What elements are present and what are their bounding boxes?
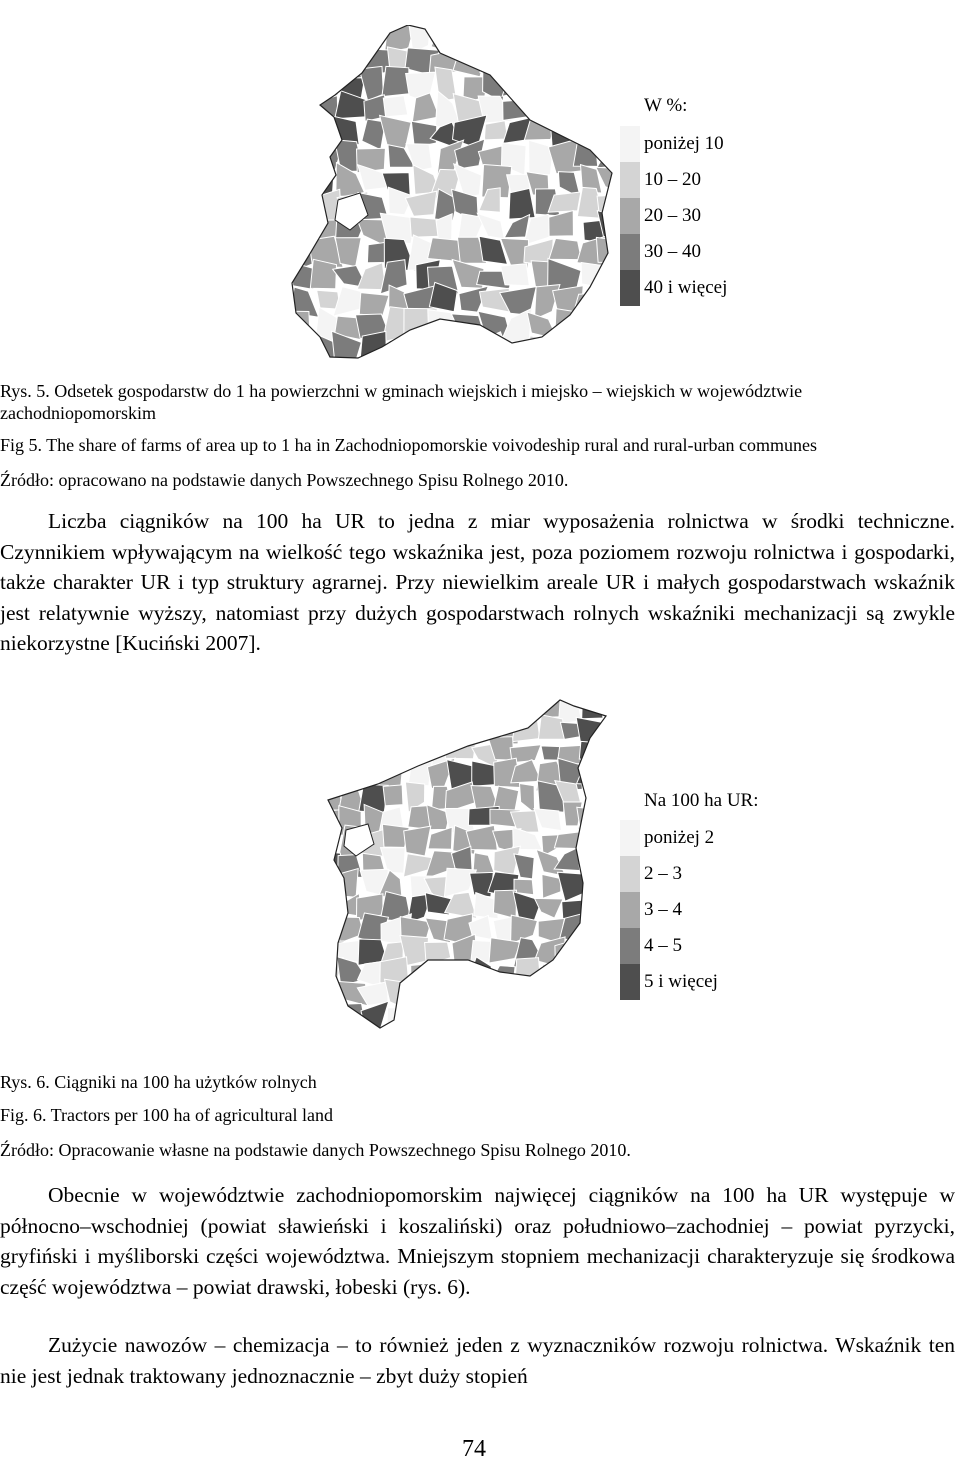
legend-label: 30 – 40 <box>644 241 701 262</box>
body-paragraph: Liczba ciągników na 100 ha UR to jedna z miar wyposażenia rolnictwa w środki techniczne. Czynnikiem wpływającym na wielkość tego wskaźnika jest, poza poziomem rozwoju rolnictwa i gospodarki, także charakter UR i typ struktury agrarnej. Przy niewielkim areale UR i małych gospodarstwach wskaźnik jest relatywnie wyższy, natomiast przy dużych gospodarstwach rolnych wskaźniki mechanizacji są zwykle niekorzystne [Kuciński 2007]. <box>0 509 955 655</box>
legend-item <box>620 820 780 856</box>
legend-swatch <box>620 820 640 856</box>
legend-item <box>620 270 780 306</box>
legend-swatch <box>620 234 640 270</box>
figure-caption-en: Fig 5. The share of farms of area up to 1 ha in Zachodniopomorskie voivodeship rural and rural-urban communes <box>0 435 817 455</box>
figure-source: Źródło: Opracowanie własne na podstawie danych Powszechnego Spisu Rolnego 2010. <box>0 1140 631 1160</box>
legend-swatch <box>620 928 640 964</box>
legend-label: 40 i więcej <box>644 277 728 298</box>
legend-item <box>620 928 780 964</box>
figure-source: Źródło: opracowano na podstawie danych Powszechnego Spisu Rolnego 2010. <box>0 470 569 490</box>
legend-swatch <box>620 162 640 198</box>
legend-label: 4 – 5 <box>644 935 682 956</box>
body-paragraph: Obecnie w województwie zachodniopomorskim najwięcej ciągników na 100 ha UR występuje w północno–wschodniej (powiat sławieński i koszaliński) oraz południowo–zachodniej – powiat pyrzycki, gryfiński i myśliborski części województwa. Mniejszym stopniem mechanizacji charakteryzuje się środkowa część województwa – powiat drawski, łobeski (rys. 6). <box>0 1183 955 1299</box>
legend-label: 2 – 3 <box>644 863 682 884</box>
figure-caption-pl: Rys. 6. Ciągniki na 100 ha użytków rolnych <box>0 1072 317 1092</box>
legend-label: poniżej 10 <box>644 133 724 154</box>
legend-title: W %: <box>644 95 688 116</box>
legend-item <box>620 198 780 234</box>
legend-swatch <box>620 964 640 1000</box>
legend-item <box>620 162 780 198</box>
legend-swatch <box>620 892 640 928</box>
choropleth-map-farms-share <box>290 25 615 360</box>
figure-caption-pl: Rys. 5. Odsetek gospodarstw do 1 ha powierzchni w gminach wiejskich i miejsko – wiejskich w województwie zachodniopomorskim <box>0 381 803 423</box>
legend-swatch <box>620 270 640 306</box>
legend-swatch <box>620 126 640 162</box>
legend-item <box>620 234 780 270</box>
legend-label: 3 – 4 <box>644 899 682 920</box>
legend-item <box>620 892 780 928</box>
legend-label: 10 – 20 <box>644 169 701 190</box>
choropleth-map-tractors <box>318 698 610 1038</box>
figure-caption-en: Fig. 6. Tractors per 100 ha of agricultural land <box>0 1105 333 1125</box>
page-number: 74 <box>462 1436 486 1462</box>
legend-label: 5 i więcej <box>644 971 718 992</box>
legend-label: poniżej 2 <box>644 827 715 848</box>
legend-item <box>620 126 780 162</box>
body-paragraph: Zużycie nawozów – chemizacja – to również jeden z wyznaczników rozwoju rolnictwa. Wskaźnik ten nie jest jednak traktowany jednoznacznie – zbyt duży stopień <box>0 1333 955 1388</box>
legend-item <box>620 964 780 1000</box>
legend-title: Na 100 ha UR: <box>644 790 759 811</box>
legend-swatch <box>620 198 640 234</box>
legend-label: 20 – 30 <box>644 205 701 226</box>
legend-swatch <box>620 856 640 892</box>
legend-item <box>620 856 780 892</box>
